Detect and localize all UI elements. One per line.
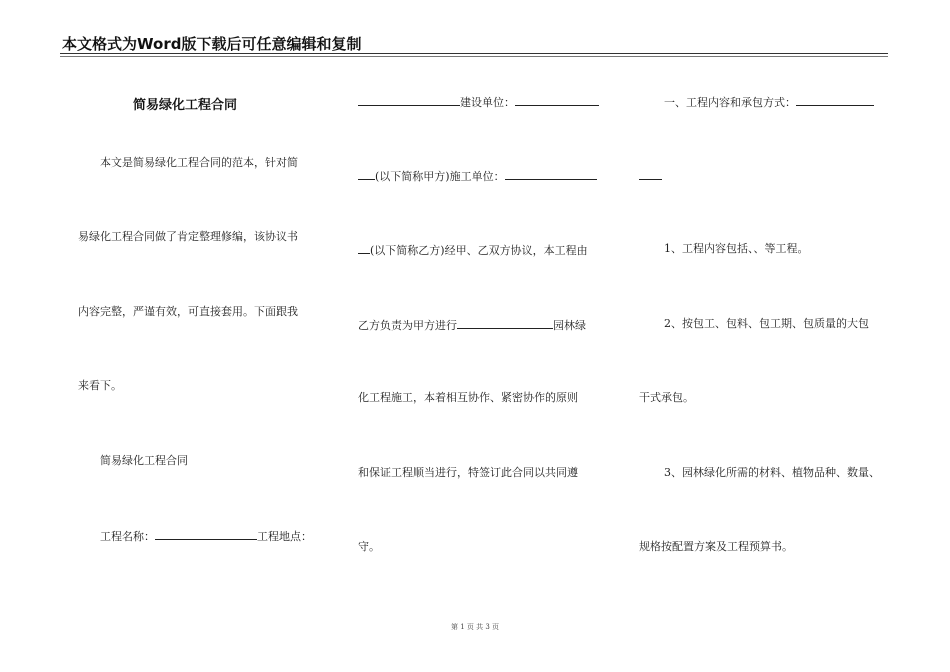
contract-heading: 简易绿化工程合同: [100, 454, 188, 467]
paragraph-line: 本文是简易绿化工程合同的范本，针对简: [100, 156, 298, 169]
party-a-line: [358, 168, 597, 184]
blank-field: [358, 168, 375, 180]
paragraph-line: 化工程施工，本着相互协作、紧密协作的原则: [358, 391, 578, 404]
builder-blank: [515, 94, 599, 106]
blank-field: [358, 242, 370, 254]
paragraph-line: (以下简称乙方)经甲、乙双方协议，本工程由: [370, 244, 588, 257]
page-number: 第 1 页 共 3 页: [450, 623, 500, 631]
project-name-label: 工程名称：: [100, 530, 155, 543]
contractor-blank: [505, 168, 597, 180]
project-name-line: [100, 528, 312, 544]
paragraph-line: 1、工程内容包括、、等工程。: [664, 242, 809, 255]
paragraph-line: 2、按包工、包料、包工期、包质量的大包: [664, 317, 869, 330]
blank-field: [796, 94, 874, 106]
paragraph-line: 园林绿: [553, 319, 586, 332]
paragraph-line: 易绿化工程合同做了肯定整理修编，该协议书: [78, 230, 298, 243]
party-a-label: (以下简称甲方)施工单位：: [375, 170, 505, 183]
paragraph-line: 乙方负责为甲方进行: [358, 319, 457, 332]
paragraph-line: 规格按配置方案及工程预算书。: [639, 540, 793, 553]
party-b-line: [358, 242, 588, 258]
header-divider: [60, 53, 888, 54]
paragraph-line: 3、园林绿化所需的材料、植物品种、数量、: [664, 466, 880, 479]
blank-field: [457, 317, 553, 329]
blank-field: [358, 94, 460, 106]
paragraph-line: 和保证工程顺当进行，特签订此合同以共同遵: [358, 466, 578, 479]
paragraph-line: 守。: [358, 540, 380, 553]
section-heading-line: [664, 94, 874, 110]
paragraph-line: 内容完整，严谨有效，可直接套用。下面跟我: [78, 305, 298, 318]
project-name-blank: [155, 528, 257, 540]
document-title: 简易绿化工程合同: [133, 98, 238, 113]
blank-line: [639, 168, 662, 184]
section-heading: 一、工程内容和承包方式：: [664, 96, 796, 109]
project-location-label: 工程地点：: [257, 530, 312, 543]
paragraph-line: 来看下。: [78, 379, 122, 392]
builder-line: [358, 94, 599, 110]
builder-label: 建设单位：: [460, 96, 515, 109]
blank-field: [639, 168, 662, 180]
header-divider-thin: [60, 56, 888, 57]
document-header-title: 本文格式为Word版下载后可任意编辑和复制: [62, 35, 362, 53]
paragraph-line: 干式承包。: [639, 391, 694, 404]
scope-line: [358, 317, 586, 333]
